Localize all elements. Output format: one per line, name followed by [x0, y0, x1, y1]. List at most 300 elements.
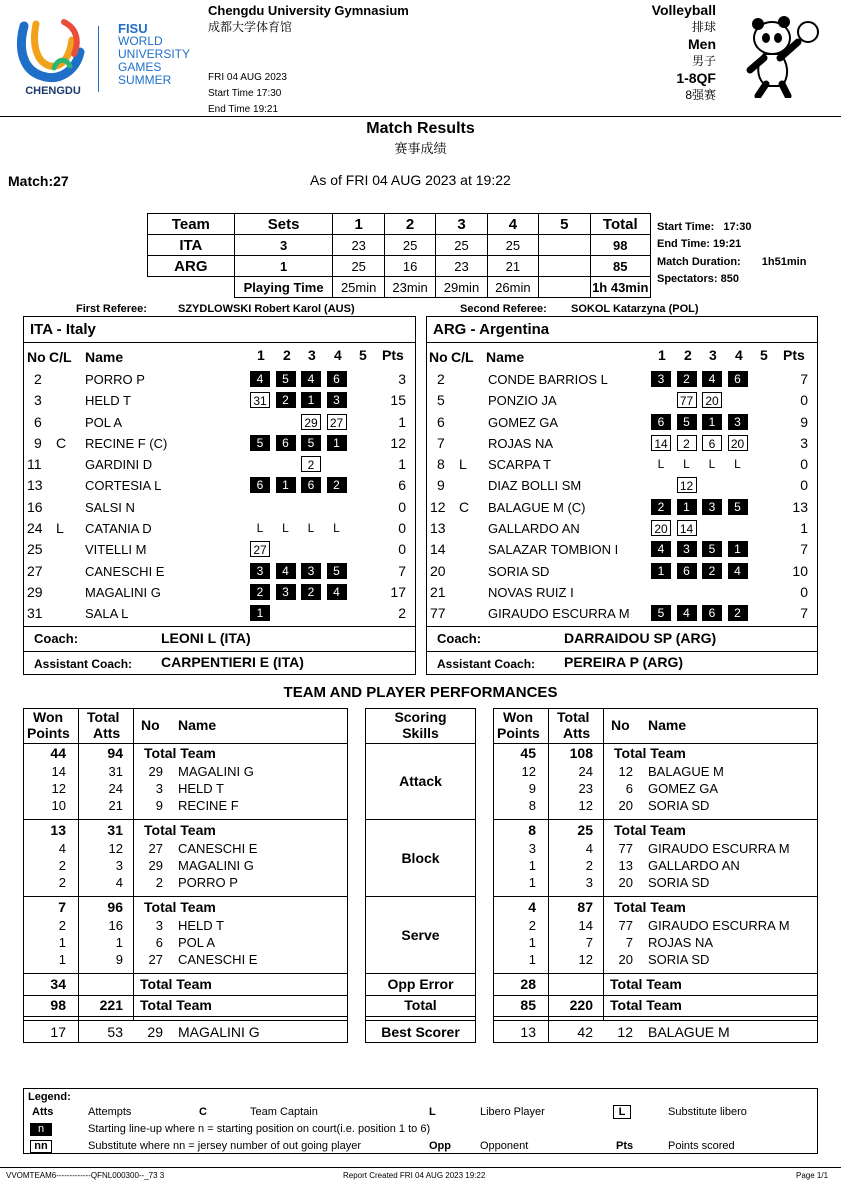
jersey-number: 20	[618, 875, 633, 890]
coach-row	[24, 626, 415, 650]
player-row	[24, 412, 415, 433]
set-position: 2	[301, 584, 321, 600]
row-divider	[493, 995, 818, 996]
won-points: 2	[58, 875, 66, 890]
col-name: Name	[85, 349, 124, 365]
total-atts: 4	[585, 841, 593, 856]
jersey-number: 6	[625, 781, 633, 796]
player-number: 7	[437, 434, 445, 451]
player-number: 5	[437, 392, 445, 409]
player-name: PONZIO JA	[488, 393, 557, 409]
info-line	[657, 254, 837, 271]
header-points: Points	[27, 725, 70, 741]
legend-title: Legend:	[28, 1091, 71, 1103]
row-divider	[365, 819, 476, 820]
legend-desc: Team Captain	[250, 1106, 318, 1118]
set-position	[352, 371, 372, 387]
set-position	[327, 541, 347, 557]
row-divider	[365, 896, 476, 897]
total-atts: 31	[107, 822, 123, 838]
set-score: 25	[487, 235, 538, 256]
won-points: 3	[528, 841, 536, 856]
set-position	[753, 477, 773, 493]
player-points: 10	[792, 562, 808, 579]
player-points: 1	[398, 456, 406, 473]
legend-key-box: L	[613, 1105, 631, 1119]
set-position	[301, 605, 321, 621]
total-duration: 1h 43min	[590, 277, 651, 298]
set-position: 4	[677, 605, 697, 621]
total-atts: 7	[585, 935, 593, 950]
fisu-line: SUMMER	[118, 73, 172, 87]
set-position	[352, 435, 372, 451]
player-points: 7	[800, 371, 808, 387]
player-number: 24	[27, 520, 43, 537]
roster-header	[24, 343, 415, 369]
fisu-logo	[100, 22, 196, 96]
won-points: 12	[521, 764, 536, 779]
player-name: ROJAS NA	[488, 435, 554, 451]
coach-name: DARRAIDOU SP (ARG)	[564, 630, 717, 646]
header-name: Name	[648, 717, 687, 733]
set-duration: 23min	[384, 277, 435, 298]
total-atts: 220	[569, 997, 593, 1013]
player-row	[24, 369, 415, 390]
coach-label: Coach:	[34, 631, 79, 646]
venue-block	[208, 2, 409, 118]
player-number: 29	[27, 583, 43, 600]
set-position: 5	[276, 371, 296, 387]
header-cell: Sets	[234, 214, 333, 235]
jersey-number: 6	[155, 935, 163, 950]
set-position	[753, 414, 773, 430]
player-points: 3	[800, 434, 808, 451]
set-position: 1	[301, 392, 321, 408]
set-position: 20	[728, 435, 748, 451]
legend-box	[23, 1088, 818, 1154]
player-name: MAGALINI G	[178, 764, 254, 779]
set-position	[301, 499, 321, 515]
set-position	[352, 541, 372, 557]
perf-skills	[365, 708, 476, 1043]
header-won: Won	[33, 709, 64, 725]
player-name: CANESCHI E	[178, 952, 258, 967]
player-name: Total Team	[144, 745, 216, 761]
won-points: 1	[528, 858, 536, 873]
set-position	[327, 605, 347, 621]
set-score: 21	[487, 256, 538, 277]
roster-header	[427, 343, 817, 369]
info-label: Match Duration:	[657, 255, 741, 268]
player-row	[24, 518, 415, 539]
player-points: 0	[800, 456, 808, 473]
won-points: 1	[528, 875, 536, 890]
col-no: No	[429, 349, 448, 365]
set-duration: 29min	[436, 277, 487, 298]
player-name: GALLARDO AN	[488, 521, 580, 537]
match-number: Match:27	[8, 173, 69, 189]
won-points: 1	[58, 935, 66, 950]
total-atts: 221	[99, 997, 123, 1013]
as-of-timestamp: As of FRI 04 AUG 2023 at 19:22	[310, 172, 511, 188]
set-score	[539, 256, 590, 277]
player-points: 3	[398, 371, 406, 387]
player-points: 1	[398, 413, 406, 430]
set-position: L	[683, 457, 690, 472]
info-label: Spectators:	[657, 272, 718, 285]
set-position: 6	[250, 477, 270, 493]
best-number: 12	[617, 1024, 633, 1040]
player-name: CATANIA D	[85, 521, 152, 537]
player-row	[24, 497, 415, 518]
second-referee: SOKOL Katarzyna (POL)	[571, 303, 699, 315]
player-name: GIRAUDO ESCURRA M	[648, 918, 790, 933]
set-position: 2	[677, 435, 697, 451]
set-position: 4	[250, 371, 270, 387]
won-points: 2	[58, 858, 66, 873]
player-row	[24, 561, 415, 582]
best-number: 29	[147, 1024, 163, 1040]
set-position	[276, 414, 296, 430]
info-value: 17:30	[723, 221, 752, 233]
set-position: 27	[327, 414, 347, 430]
best-atts: 53	[107, 1024, 123, 1040]
player-number: 25	[27, 541, 43, 558]
set-position: 3	[250, 563, 270, 579]
player-points: 7	[398, 562, 406, 579]
player-points: 0	[398, 541, 406, 558]
header-cell: 1	[333, 214, 384, 235]
jersey-number: 12	[618, 764, 633, 779]
set-position	[301, 541, 321, 557]
row-divider	[365, 1016, 476, 1017]
set-position	[728, 392, 748, 408]
set-score: 25	[436, 235, 487, 256]
set-position: 6	[276, 435, 296, 451]
panda-mascot-icon	[742, 12, 822, 98]
player-number: 20	[430, 562, 446, 579]
opp-error-label: Total Team	[140, 976, 212, 992]
blank-cell	[148, 277, 235, 298]
venue-cn: 成都大学体育馆	[208, 20, 293, 34]
player-name: Total Team	[614, 899, 686, 915]
col-no: No	[27, 349, 46, 365]
player-cl: C	[56, 434, 67, 451]
col-pts: Pts	[783, 347, 805, 363]
total-atts: 12	[578, 952, 593, 967]
player-row	[427, 497, 817, 518]
col-set: 4	[334, 347, 342, 363]
info-line	[657, 236, 837, 253]
player-name: GIRAUDO ESCURRA M	[488, 606, 630, 622]
total-atts: 1	[115, 935, 123, 950]
player-name: SORIA SD	[648, 952, 710, 967]
jersey-number: 7	[625, 935, 633, 950]
player-name: RECINE F	[178, 798, 239, 813]
player-cl: L	[459, 456, 467, 473]
scoreboard-row	[148, 235, 651, 256]
performance-title: TEAM AND PLAYER PERFORMANCES	[283, 684, 558, 701]
player-name: CORTESIA L	[85, 478, 162, 494]
player-row	[24, 603, 415, 624]
header-cell: 5	[539, 214, 590, 235]
header-cell: 3	[436, 214, 487, 235]
header-won: Won	[503, 709, 534, 725]
fisu-line: UNIVERSITY	[118, 47, 191, 61]
player-points: 0	[398, 520, 406, 537]
event-block	[652, 2, 716, 104]
col-set: 1	[257, 347, 265, 363]
total-atts: 24	[578, 764, 593, 779]
jersey-number: 2	[155, 875, 163, 890]
start-time: Start Time 17:30	[208, 88, 282, 99]
set-position	[753, 605, 773, 621]
set-position: 4	[301, 371, 321, 387]
legend-key: Atts	[32, 1106, 54, 1118]
won-points: 2	[58, 918, 66, 933]
col-set: 4	[735, 347, 743, 363]
page-number: Page 1/1	[796, 1171, 829, 1180]
first-referee-label: First Referee:	[76, 303, 147, 315]
header-cell: Total	[590, 214, 651, 235]
header-rule	[0, 116, 841, 117]
set-position: 20	[651, 520, 671, 536]
player-points: 9	[800, 413, 808, 430]
coach-row	[427, 626, 817, 650]
info-label: Start Time:	[657, 221, 715, 233]
col-name: Name	[486, 349, 525, 365]
set-position: 3	[327, 392, 347, 408]
set-position: 1	[250, 605, 270, 621]
player-row	[427, 369, 817, 390]
gender-en: Men	[688, 36, 716, 52]
row-divider	[23, 973, 348, 974]
info-label: End Time:	[657, 238, 710, 251]
set-position: 5	[728, 499, 748, 515]
won-points: 8	[528, 822, 536, 838]
total-atts: 14	[578, 918, 593, 933]
set-position	[753, 541, 773, 557]
total-atts: 94	[107, 745, 123, 761]
set-position: L	[657, 457, 665, 472]
info-value: 19:21	[713, 238, 742, 251]
set-position: 2	[728, 605, 748, 621]
player-name: PORRO P	[178, 875, 238, 890]
total-atts: 3	[585, 875, 593, 890]
set-position	[276, 499, 296, 515]
info-value: 850	[720, 272, 739, 285]
total-label: Total Team	[610, 997, 682, 1013]
won-points: 13	[50, 822, 66, 838]
player-name: MAGALINI G	[178, 858, 254, 873]
total-atts: 4	[115, 875, 123, 890]
sport-cn: 排球	[691, 20, 716, 34]
set-position	[352, 499, 372, 515]
legend-key-starting: n	[30, 1123, 52, 1136]
set-duration: 25min	[333, 277, 384, 298]
col-set: 5	[359, 347, 367, 363]
col-set: 2	[684, 347, 692, 363]
team-code: ITA	[148, 235, 235, 256]
player-name: VITELLI M	[85, 542, 147, 558]
logo-divider	[98, 26, 99, 92]
row-divider	[493, 1016, 818, 1017]
set-position: 6	[677, 563, 697, 579]
set-position: 3	[728, 414, 748, 430]
player-number: 8	[437, 456, 445, 473]
set-position: 4	[728, 563, 748, 579]
set-position	[677, 584, 697, 600]
jersey-number: 13	[618, 858, 633, 873]
player-row	[24, 539, 415, 560]
row-divider	[493, 896, 818, 897]
player-points: 6	[398, 477, 406, 494]
set-position: 3	[702, 499, 722, 515]
player-name: DIAZ BOLLI SM	[488, 478, 582, 494]
player-number: 77	[430, 605, 446, 622]
set-position	[352, 605, 372, 621]
report-created: Report Created FRI 04 AUG 2023 19:22	[343, 1171, 486, 1180]
total-points: 85	[590, 256, 651, 277]
player-number: 9	[34, 434, 42, 451]
row-divider	[23, 743, 348, 744]
total-atts: 108	[569, 745, 593, 761]
set-position: L	[282, 521, 289, 536]
set-position: 12	[677, 477, 697, 493]
header-skills: Skills	[402, 725, 439, 741]
player-number: 2	[437, 371, 445, 387]
set-position: 31	[250, 392, 270, 408]
row-divider	[23, 1016, 348, 1017]
col-pts: Pts	[382, 347, 404, 363]
player-name: PORRO P	[85, 372, 145, 387]
skill-label: Block	[401, 850, 440, 866]
won-points: 4	[528, 899, 536, 915]
info-line	[657, 219, 837, 236]
player-points: 7	[800, 541, 808, 558]
total-atts: 21	[108, 798, 123, 813]
end-time: End Time 19:21	[208, 104, 279, 115]
header-cell: 2	[384, 214, 435, 235]
fisu-line: FISU	[118, 21, 148, 36]
player-name: GOMEZ GA	[488, 414, 559, 430]
player-row	[427, 390, 817, 411]
set-score: 25	[384, 235, 435, 256]
won-points: 2	[528, 918, 536, 933]
team-title: ITA - Italy	[24, 317, 415, 343]
header-total: Total	[87, 709, 120, 725]
player-points: 15	[390, 392, 406, 409]
row-divider	[493, 819, 818, 820]
row-divider	[23, 1020, 348, 1021]
player-number: 16	[27, 498, 43, 515]
player-name: MAGALINI G	[85, 584, 161, 600]
player-row	[24, 454, 415, 475]
set-position: 1	[728, 541, 748, 557]
set-score	[539, 235, 590, 256]
player-name: RECINE F (C)	[85, 435, 168, 451]
set-position	[728, 477, 748, 493]
player-list	[427, 369, 817, 625]
row-divider	[365, 995, 476, 996]
player-cl: C	[459, 498, 470, 515]
player-name: SORIA SD	[648, 875, 710, 890]
player-name: ROJAS NA	[648, 935, 714, 950]
player-points: 0	[800, 583, 808, 600]
assistant-coach-label: Assistant Coach:	[437, 657, 536, 671]
won-points: 12	[51, 781, 66, 796]
set-position: L	[256, 521, 264, 536]
legend-key: Pts	[616, 1140, 634, 1152]
best-atts: 42	[577, 1024, 593, 1040]
header-no: No	[141, 717, 160, 733]
set-position: 3	[677, 541, 697, 557]
player-name: SCARPA T	[488, 457, 552, 473]
set-position	[702, 520, 722, 536]
roster-ita	[23, 316, 416, 675]
player-name: SALAZAR TOMBION I	[488, 542, 619, 558]
player-row	[427, 539, 817, 560]
set-position	[728, 584, 748, 600]
total-atts: 24	[108, 781, 123, 796]
set-position	[250, 414, 270, 430]
set-position: 4	[702, 371, 722, 387]
set-position: 5	[651, 605, 671, 621]
col-set: 1	[658, 347, 666, 363]
set-position: 2	[677, 371, 697, 387]
player-number: 9	[437, 477, 445, 494]
player-row	[427, 433, 817, 454]
set-position: 2	[702, 563, 722, 579]
skill-label: Serve	[401, 927, 440, 943]
won-points: 4	[58, 841, 66, 856]
skill-label: Attack	[399, 773, 442, 789]
player-row	[24, 475, 415, 496]
won-points: 44	[50, 745, 66, 761]
jersey-number: 77	[618, 841, 633, 856]
info-value: 1h51min	[761, 255, 807, 268]
total-points: 98	[50, 997, 66, 1013]
player-number: 6	[437, 413, 445, 430]
set-position: 14	[677, 520, 697, 536]
match-date: FRI 04 AUG 2023	[208, 72, 287, 83]
row-divider	[23, 995, 348, 996]
set-duration	[539, 277, 590, 298]
second-referee-label: Second Referee:	[460, 303, 547, 315]
set-position	[250, 499, 270, 515]
set-position: 2	[250, 584, 270, 600]
total-atts: 23	[578, 781, 593, 796]
total-points: 98	[590, 235, 651, 256]
set-position: 2	[651, 499, 671, 515]
assistant-coach-row	[427, 651, 817, 675]
set-position: 5	[327, 563, 347, 579]
player-number: 27	[27, 562, 43, 579]
roster-arg	[426, 316, 818, 675]
set-score: 16	[384, 256, 435, 277]
player-points: 17	[390, 583, 406, 600]
best-name: BALAGUE M	[648, 1024, 730, 1040]
player-number: 6	[34, 413, 42, 430]
jersey-number: 20	[618, 798, 633, 813]
col-set: 2	[283, 347, 291, 363]
jersey-number: 29	[148, 858, 163, 873]
player-name: Total Team	[144, 822, 216, 838]
set-position	[352, 477, 372, 493]
page-title: Match Results	[366, 120, 475, 137]
jersey-number: 27	[148, 952, 163, 967]
header-no: No	[611, 717, 630, 733]
